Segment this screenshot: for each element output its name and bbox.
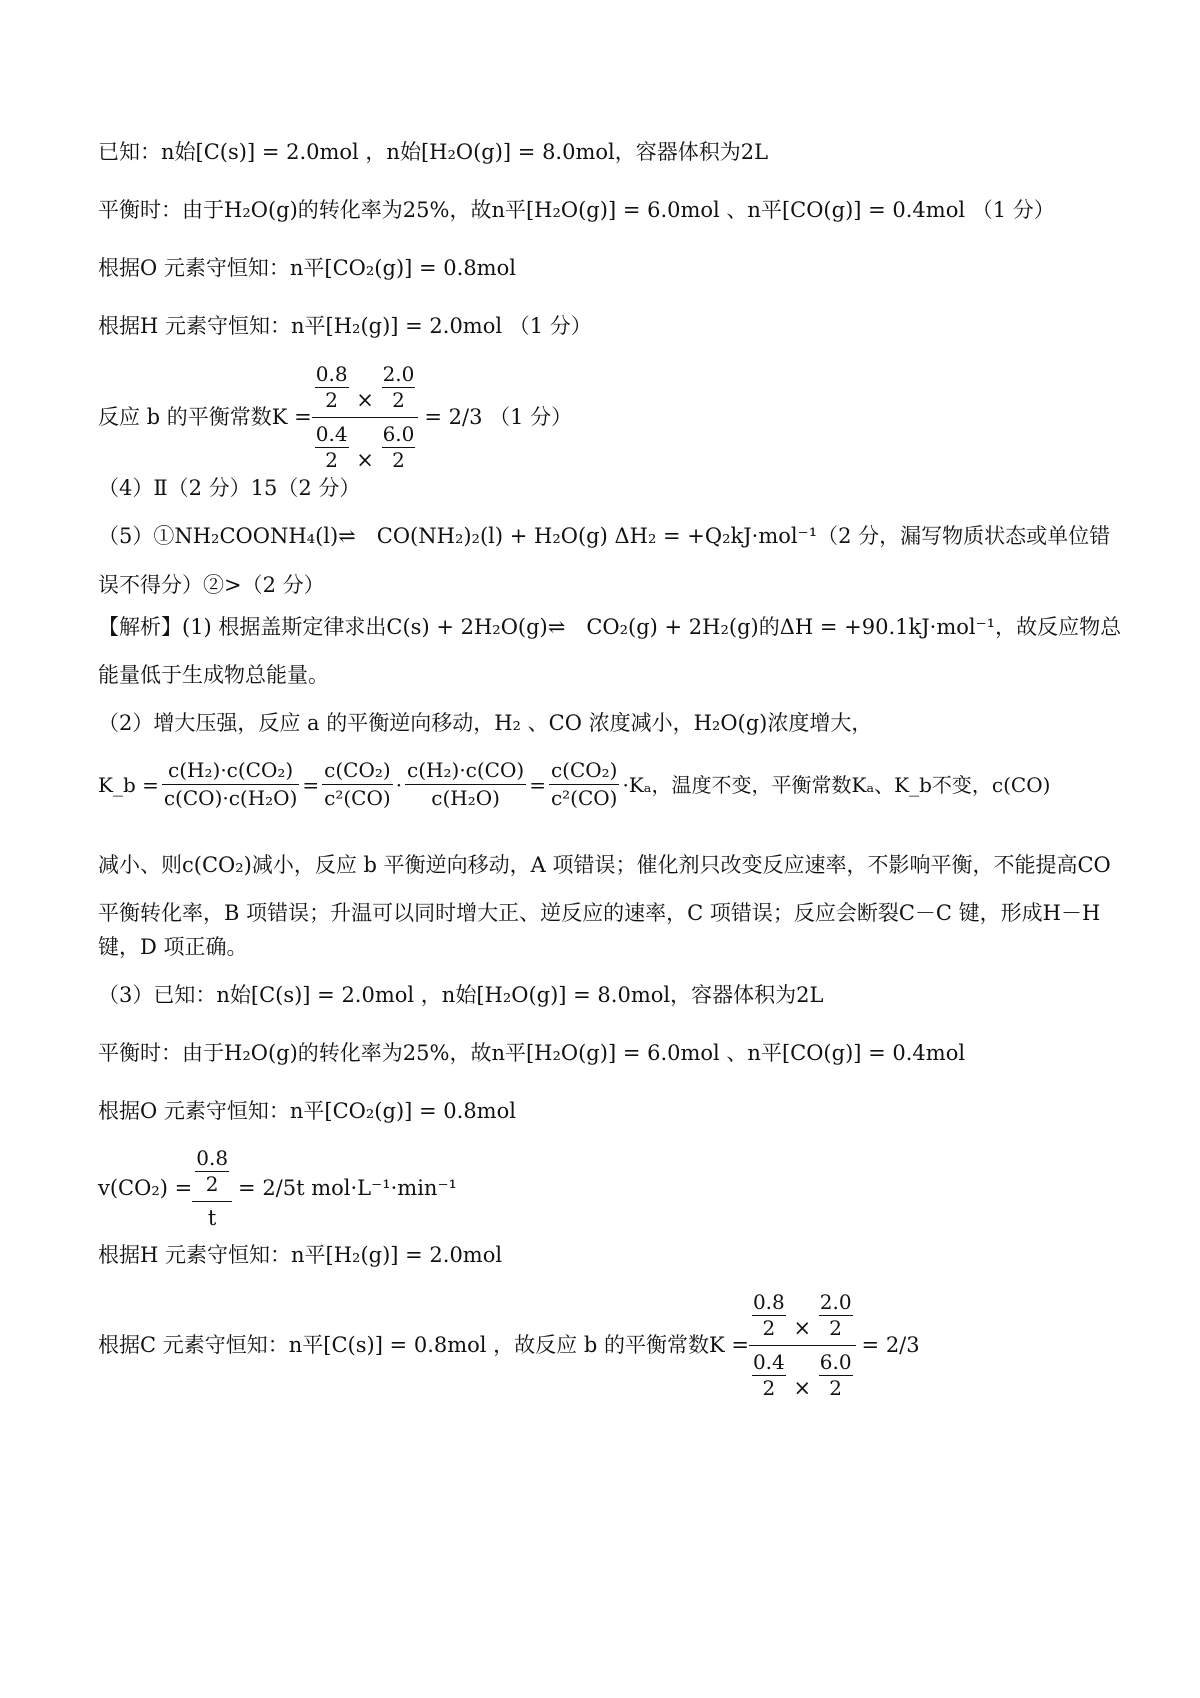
k-prefix: 反应 b 的平衡常数K = [98,405,312,429]
analysis-part-1-line-1: 【解析】(1) 根据盖斯定律求出C(s) + 2H₂O(g)⇌ CO₂(g) + 2H₂(g)的ΔH = +90.1kJ·mol⁻¹，故反应物总 [98,615,1122,639]
equilibrium-line-1: 平衡时：由于H₂O(g)的转化率为25%，故n平[H₂O(g)] = 6.0mol 、n平[CO(g)] = 0.4mol （1 分） [98,198,1055,222]
answer-part-5-line-1: （5）①NH₂COONH₄(l)⇌ CO(NH₂)₂(l) + H₂O(g) ΔH₂ = +Q₂kJ·mol⁻¹（2 分，漏写物质状态或单位错 [98,524,1111,548]
analysis-part-2-line-3: 减小、则c(CO₂)减小，反应 b 平衡逆向移动，A 项错误；催化剂只改变反应速率，不影响平衡，不能提高CO [98,853,1111,877]
rate-formula [98,1146,457,1231]
k2-prefix: 根据C 元素守恒知：n平[C(s)] = 0.8mol ，故反应 b 的平衡常数K = [98,1333,749,1357]
oxygen-conservation-line-1: 根据O 元素守恒知：n平[CO₂(g)] = 0.8mol [98,256,516,280]
kb-fraction-2: $\frac{\text{c(CO₂)}}{\text{c²(CO)}}$ [324,758,391,810]
kb-expression: K_b = $\frac{\text{c(H₂)·c(CO₂)}}{\text{c(CO)·c(H₂O)}}$ = $\frac{\text{c(CO₂)}}{\text{c²(CO)}}$ · $\frac{\text{c(H₂)·c(CO)}}{\text{c(H₂O)}}$ = $\frac{\text{c(CO₂)}}{\text{c²(CO)}}$ ·Kₐ， 温度不变，平衡常数Kₐ、K_b不变，c(CO) [98,758,1051,810]
analysis-part-1-line-2: 能量低于生成物总能量。 [98,663,329,687]
hydrogen-conservation-line-2: 根据H 元素守恒知：n平[H₂(g)] = 2.0mol [98,1243,503,1267]
k-big-fraction: $\frac{0.8}{2}$ × $\frac{2.0}{2}$ $\frac{0.4}{2}$ × $\frac{6.0}{2}$ [312,362,419,473]
analysis-part-2-line-4: 平衡转化率，B 项错误；升温可以同时增大正、逆反应的速率，C 项错误；反应会断裂C－C 键，形成H－H [98,901,1101,925]
equilibrium-constant-formula-2 [98,1290,920,1401]
analysis-part-2-line-5: 键，D 项正确。 [98,935,248,959]
hydrogen-conservation-line-1: 根据H 元素守恒知：n平[H₂(g)] = 2.0mol （1 分） [98,314,592,338]
kb-fraction-1: $\frac{\text{c(H₂)·c(CO₂)}}{\text{c(CO)·c(H₂O)}}$ [163,758,298,810]
answer-part-4: （4）Ⅱ（2 分）15（2 分） [98,476,361,500]
kb-tail: ·Kₐ， [622,772,672,797]
equilibrium-constant-formula-1 [98,362,572,473]
rate-prefix: v(CO₂) = [98,1176,193,1200]
analysis-part-3-line-3: 根据O 元素守恒知：n平[CO₂(g)] = 0.8mol [98,1099,516,1123]
analysis-part-3-line-1: （3）已知：n始[C(s)] = 2.0mol ，n始[H₂O(g)] = 8.0mol，容器体积为2L [98,983,824,1007]
kb-fraction-4: $\frac{\text{c(CO₂)}}{\text{c²(CO)}}$ [550,758,618,810]
known-line-1: 已知：n始[C(s)] = 2.0mol ，n始[H₂O(g)] = 8.0mol，容器体积为2L [98,140,769,164]
k-suffix: = 2/3 （1 分） [424,405,573,429]
k2-big-fraction: $\frac{0.8}{2}$ × $\frac{2.0}{2}$ $\frac{0.4}{2}$ × $\frac{6.0}{2}$ [749,1290,856,1401]
analysis-part-2-line-1: （2）增大压强，反应 a 的平衡逆向移动，H₂ 、CO 浓度减小，H₂O(g)浓度增大， [98,711,873,735]
k2-suffix: = 2/3 [861,1333,920,1357]
rate-suffix: = 2/5t mol·L⁻¹·min⁻¹ [238,1176,457,1200]
answer-part-5-line-2: 误不得分）②>（2 分） [98,573,325,597]
kb-fraction-3: $\frac{\text{c(H₂)·c(CO)}}{\text{c(H₂O)}}$ [407,758,525,810]
kb-explanation: 温度不变，平衡常数Kₐ、K_b不变，c(CO) [671,772,1051,797]
analysis-part-3-line-2: 平衡时：由于H₂O(g)的转化率为25%，故n平[H₂O(g)] = 6.0mol 、n平[CO(g)] = 0.4mol [98,1041,966,1065]
rate-fraction: $\frac{\frac{0.8}{2}}{t}$ [192,1146,232,1231]
kb-lhs: K_b = [98,772,159,797]
